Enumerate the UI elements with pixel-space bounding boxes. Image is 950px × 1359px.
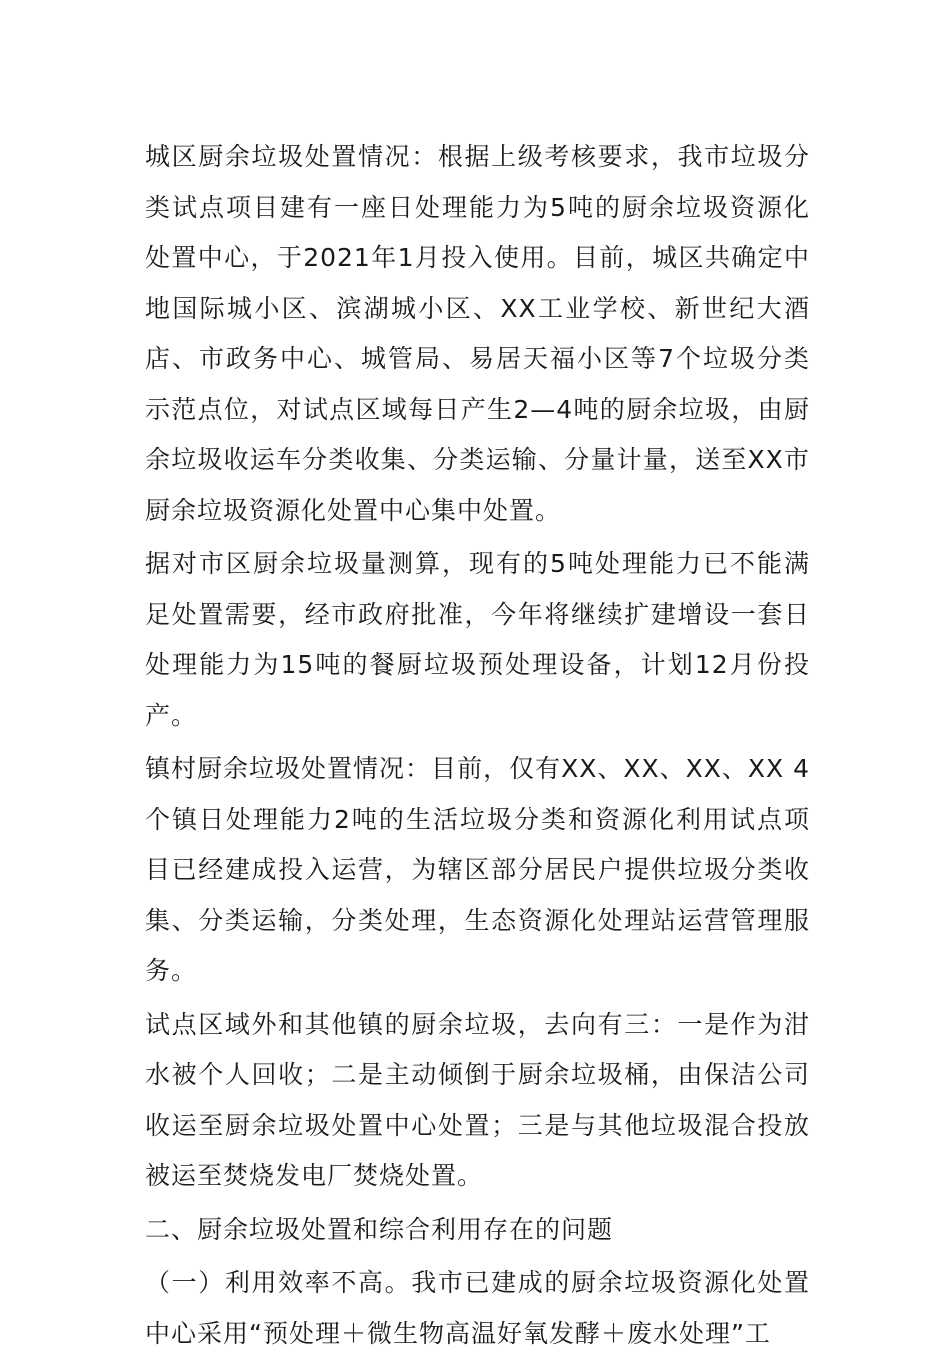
paragraph-town-village-waste: 镇村厨余垃圾处置情况：目前，仅有XX、XX、XX、XX 4个镇日处理能力2吨的生活垃圾分类和资源化利用试点项目已经建成投入运营，为辖区部分居民户提供垃圾分类收集、分类运输，分类处理，生态资源化处理站运营管理服务。: [145, 754, 810, 985]
document-body: [145, 132, 810, 1359]
section-heading-problems: 二、厨余垃圾处置和综合利用存在的问题: [145, 1214, 614, 1244]
paragraph-capacity-expansion: 据对市区厨余垃圾量测算，现有的5吨处理能力已不能满足处置需要，经市政府批准，今年将继续扩建增设一套日处理能力为15吨的餐厨垃圾预处理设备，计划12月份投产。: [145, 549, 810, 730]
paragraph-low-efficiency: （一）利用效率不高。我市已建成的厨余垃圾资源化处置中心采用“预处理＋微生物高温好氧发酵＋废水处理”工: [145, 1268, 810, 1348]
paragraph-urban-kitchen-waste: 城区厨余垃圾处置情况：根据上级考核要求，我市垃圾分类试点项目建有一座日处理能力为5吨的厨余垃圾资源化处置中心，于2021年1月投入使用。目前，城区共确定中地国际城小区、滨湖城小区、XX工业学校、新世纪大酒店、市政务中心、城管局、易居天福小区等7个垃圾分类示范点位，对试点区域每日产生2—4吨的厨余垃圾，由厨余垃圾收运车分类收集、分类运输、分量计量，送至XX市厨余垃圾资源化处置中心集中处置。: [145, 142, 810, 525]
paragraph-waste-destinations: 试点区域外和其他镇的厨余垃圾，去向有三：一是作为泔水被个人回收；二是主动倾倒于厨余垃圾桶，由保洁公司收运至厨余垃圾处置中心处置；三是与其他垃圾混合投放被运至焚烧发电厂焚烧处置。: [145, 1009, 810, 1190]
